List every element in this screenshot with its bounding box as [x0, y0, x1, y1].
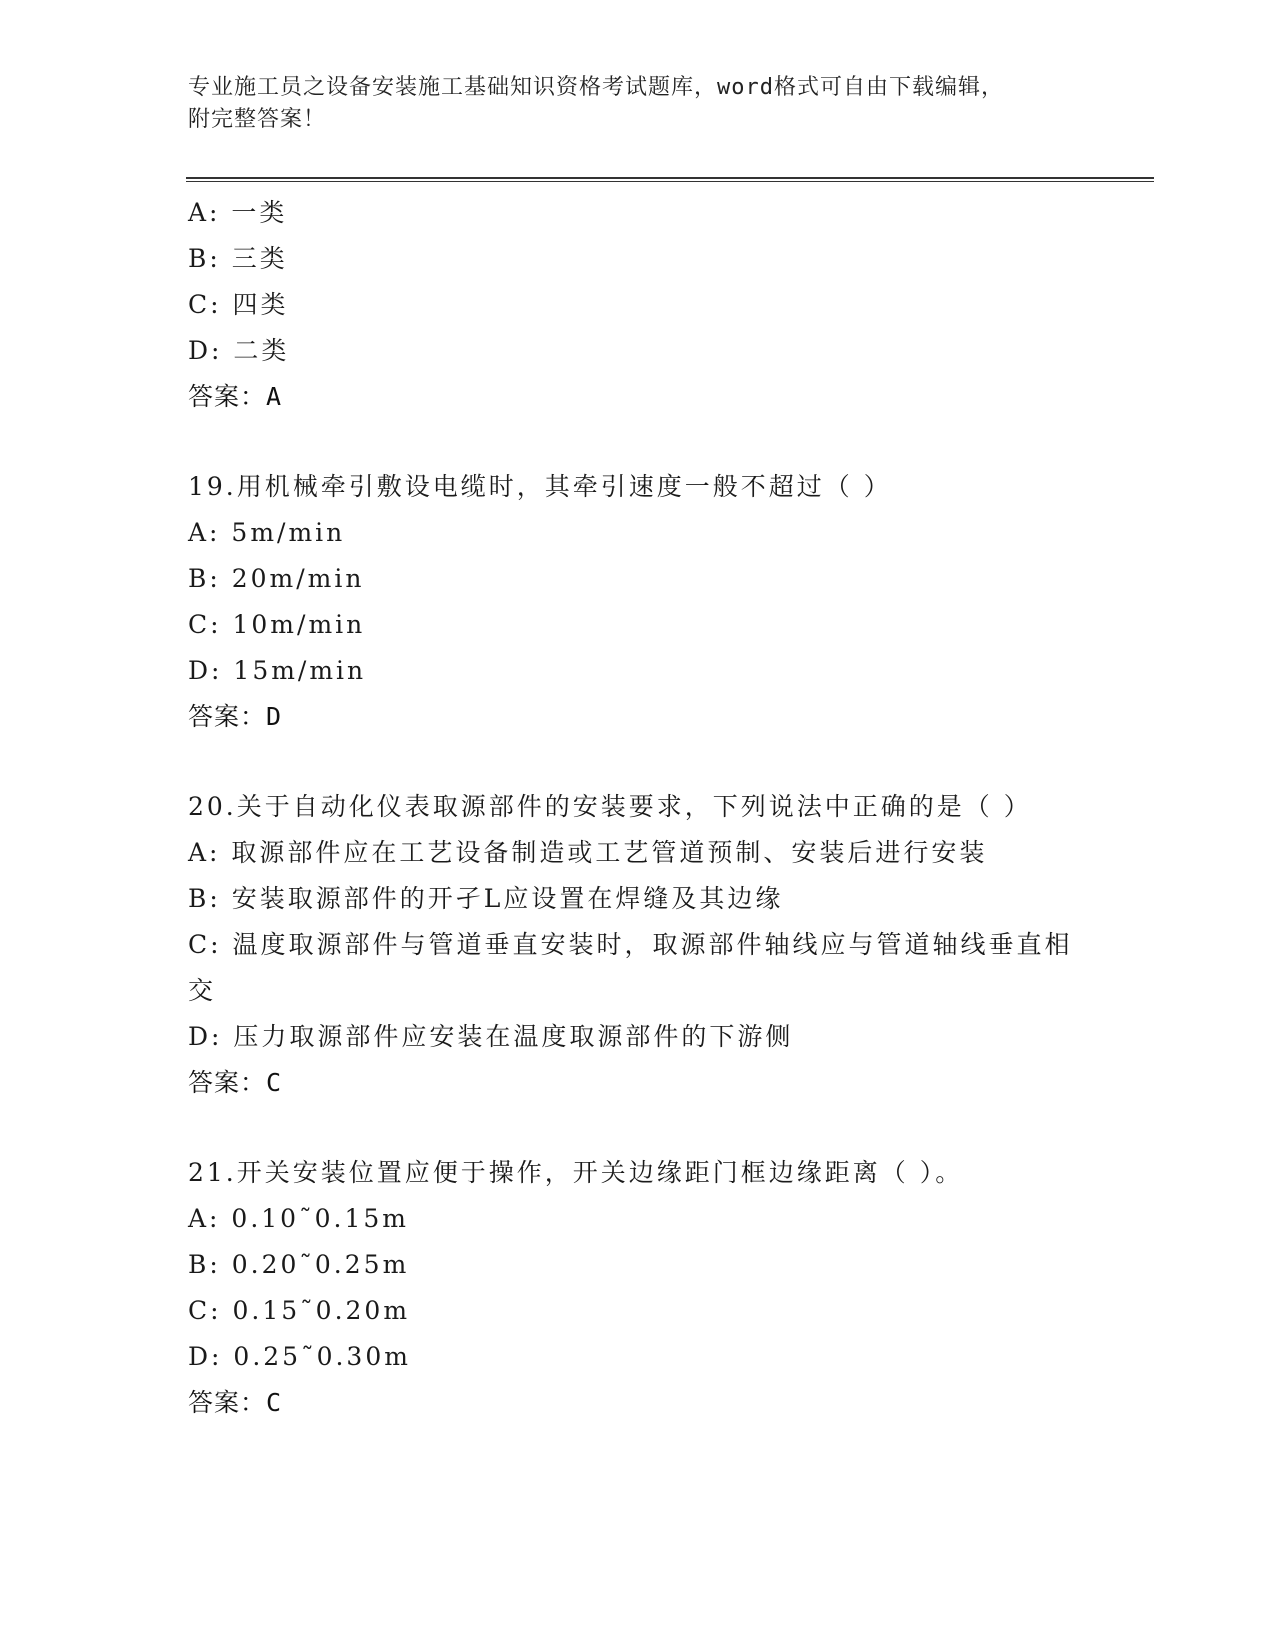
q19-question: 19.用机械牵引敷设电缆时，其牵引速度一般不超过（ ） — [188, 472, 892, 501]
q20-option-c: C: 温度取源部件与管道垂直安装时，取源部件轴线应与管道轴线垂直相交 — [188, 930, 1073, 1005]
header-title-line2: 附完整答案！ — [188, 107, 327, 132]
q19-option-a: A: 5m/min — [188, 518, 346, 547]
q18-option-a: A: 一类 — [188, 198, 288, 227]
q18-option-d: D: 二类 — [188, 336, 290, 365]
question-21-block — [188, 1150, 1088, 1426]
q21-answer: 答案：C — [188, 1388, 283, 1417]
q20-option-a: A: 取源部件应在工艺设备制造或工艺管道预制、安装后进行安装 — [188, 838, 988, 867]
q20-option-b: B: 安装取源部件的开孑L应设置在焊缝及其边缘 — [188, 884, 784, 913]
spacer — [188, 740, 1088, 784]
header-title-line1: 专业施工员之设备安装施工基础知识资格考试题库，word格式可自由下载编辑， — [188, 75, 1004, 100]
q19-option-d: D: 15m/min — [188, 656, 367, 685]
spacer — [188, 420, 1088, 464]
q21-question: 21.开关安装位置应便于操作，开关边缘距门框边缘距离（ ）。 — [188, 1158, 964, 1187]
q21-option-d: D: 0.25˜0.30m — [188, 1342, 411, 1371]
q18-option-c: C: 四类 — [188, 290, 289, 319]
q20-answer: 答案：C — [188, 1068, 283, 1097]
q20-option-d: D: 压力取源部件应安装在温度取源部件的下游侧 — [188, 1022, 794, 1051]
question-list — [188, 190, 1088, 1426]
q19-option-b: B: 20m/min — [188, 564, 365, 593]
question-19-block — [188, 464, 1088, 740]
q18-option-b: B: 三类 — [188, 244, 288, 273]
q19-option-c: C: 10m/min — [188, 610, 366, 639]
q21-option-a: A: 0.10˜0.15m — [188, 1204, 409, 1233]
q21-option-b: B: 0.20˜0.25m — [188, 1250, 410, 1279]
question-20-block — [188, 784, 1088, 1106]
header-divider — [186, 177, 1154, 182]
q20-question: 20.关于自动化仪表取源部件的安装要求，下列说法中正确的是（ ） — [188, 792, 1032, 821]
question-18-block — [188, 190, 1088, 420]
page-header — [188, 72, 1088, 136]
spacer — [188, 1106, 1088, 1150]
q18-answer: 答案：A — [188, 382, 283, 411]
q19-answer: 答案：D — [188, 702, 283, 731]
q21-option-c: C: 0.15˜0.20m — [188, 1296, 411, 1325]
